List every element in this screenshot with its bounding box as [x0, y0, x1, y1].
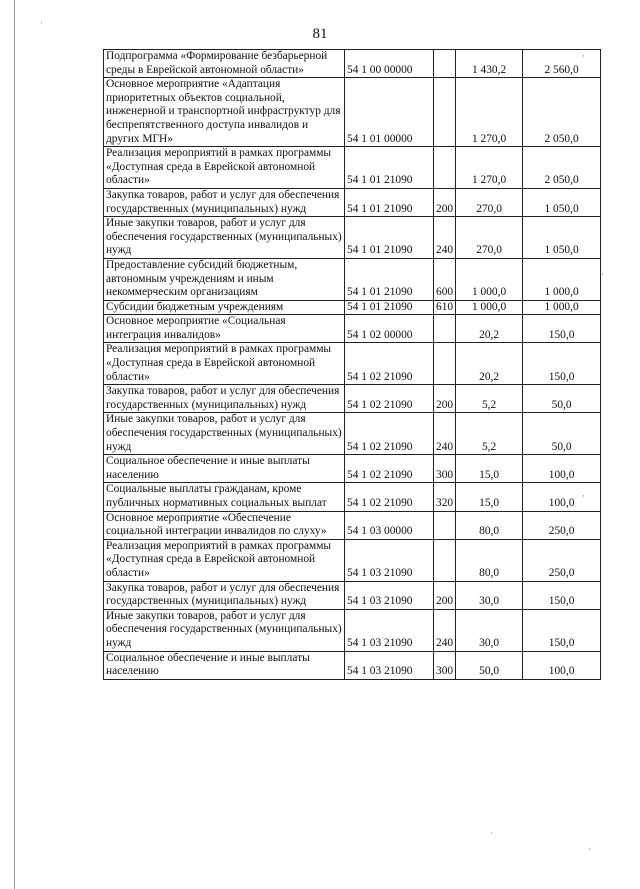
row-expense-type — [434, 539, 456, 581]
scan-speck: · — [582, 491, 585, 501]
row-target-code: 54 1 03 21090 — [345, 539, 434, 581]
table-row — [104, 343, 601, 385]
table-row — [104, 188, 601, 216]
row-amount-year-1: 50,0 — [456, 651, 523, 679]
row-amount-year-2: 150,0 — [523, 343, 601, 385]
row-amount-year-1: 1 000,0 — [456, 300, 523, 315]
row-amount-year-2: 50,0 — [523, 413, 601, 455]
table-row — [104, 78, 601, 147]
table-row — [104, 217, 601, 259]
table-row — [104, 483, 601, 511]
row-amount-year-1: 5,2 — [456, 413, 523, 455]
row-description: Закупка товаров, работ и услуг для обеспечения государственных (муниципальных) нужд — [104, 581, 345, 609]
row-amount-year-2: 250,0 — [523, 511, 601, 539]
row-target-code: 54 1 01 21090 — [345, 258, 434, 300]
row-amount-year-1: 1 270,0 — [456, 147, 523, 189]
row-amount-year-1: 1 270,0 — [456, 78, 523, 147]
table-row — [104, 258, 601, 300]
table-row — [104, 413, 601, 455]
row-target-code: 54 1 02 21090 — [345, 455, 434, 483]
table-row — [104, 300, 601, 315]
row-target-code: 54 1 01 21090 — [345, 217, 434, 259]
table-row — [104, 147, 601, 189]
row-expense-type: 240 — [434, 217, 456, 259]
row-amount-year-2: 50,0 — [523, 385, 601, 413]
scan-speck: · — [490, 828, 493, 838]
row-amount-year-2: 1 000,0 — [523, 300, 601, 315]
row-expense-type — [434, 147, 456, 189]
row-amount-year-1: 15,0 — [456, 455, 523, 483]
row-description: Социальное обеспечение и иные выплаты населению — [104, 651, 345, 679]
row-amount-year-1: 1 000,0 — [456, 258, 523, 300]
row-description: Субсидии бюджетным учреждениям — [104, 300, 345, 315]
row-expense-type: 600 — [434, 258, 456, 300]
row-amount-year-2: 2 560,0 — [523, 50, 601, 78]
row-description: Основное мероприятие «Обеспечение социальной интеграции инвалидов по слуху» — [104, 511, 345, 539]
row-target-code: 54 1 02 21090 — [345, 343, 434, 385]
row-description: Реализация мероприятий в рамках программы «Доступная среда в Еврейской автономной области» — [104, 539, 345, 581]
row-amount-year-2: 1 050,0 — [523, 217, 601, 259]
row-amount-year-1: 1 430,2 — [456, 50, 523, 78]
row-target-code: 54 1 03 21090 — [345, 609, 434, 651]
row-target-code: 54 1 00 00000 — [345, 50, 434, 78]
row-target-code: 54 1 01 21090 — [345, 188, 434, 216]
table-row — [104, 581, 601, 609]
scan-speck: · — [40, 18, 43, 28]
row-amount-year-1: 80,0 — [456, 539, 523, 581]
row-description: Иные закупки товаров, работ и услуг для обеспечения государственных (муниципальных) нужд — [104, 217, 345, 259]
scan-margin-line — [14, 0, 15, 889]
row-expense-type — [434, 343, 456, 385]
row-expense-type — [434, 50, 456, 78]
row-expense-type: 200 — [434, 581, 456, 609]
budget-table — [103, 49, 601, 680]
row-amount-year-2: 100,0 — [523, 455, 601, 483]
row-amount-year-1: 30,0 — [456, 609, 523, 651]
table-row — [104, 455, 601, 483]
row-target-code: 54 1 03 21090 — [345, 581, 434, 609]
row-amount-year-2: 100,0 — [523, 651, 601, 679]
row-target-code: 54 1 02 00000 — [345, 315, 434, 343]
row-expense-type: 300 — [434, 651, 456, 679]
row-target-code: 54 1 01 21090 — [345, 300, 434, 315]
row-expense-type — [434, 315, 456, 343]
table-row — [104, 511, 601, 539]
table-row — [104, 50, 601, 78]
row-target-code: 54 1 02 21090 — [345, 413, 434, 455]
row-amount-year-2: 100,0 — [523, 483, 601, 511]
row-amount-year-1: 80,0 — [456, 511, 523, 539]
row-expense-type: 240 — [434, 413, 456, 455]
row-amount-year-1: 5,2 — [456, 385, 523, 413]
row-expense-type: 200 — [434, 188, 456, 216]
row-amount-year-2: 250,0 — [523, 539, 601, 581]
row-amount-year-1: 15,0 — [456, 483, 523, 511]
row-description: Реализация мероприятий в рамках программы «Доступная среда в Еврейской автономной области» — [104, 343, 345, 385]
row-target-code: 54 1 02 21090 — [345, 483, 434, 511]
row-description: Закупка товаров, работ и услуг для обеспечения государственных (муниципальных) нужд — [104, 385, 345, 413]
page-number: 81 — [312, 26, 328, 42]
scan-speck: · — [601, 269, 604, 279]
row-description: Подпрограмма «Формирование безбарьерной среды в Еврейской автономной области» — [104, 50, 345, 78]
row-description: Предоставление субсидий бюджетным, автономным учреждениям и иным некоммерческим организациям — [104, 258, 345, 300]
row-description: Иные закупки товаров, работ и услуг для обеспечения государственных (муниципальных) нужд — [104, 609, 345, 651]
row-expense-type: 240 — [434, 609, 456, 651]
row-amount-year-1: 30,0 — [456, 581, 523, 609]
row-target-code: 54 1 02 21090 — [345, 385, 434, 413]
row-description: Иные закупки товаров, работ и услуг для обеспечения государственных (муниципальных) нужд — [104, 413, 345, 455]
row-amount-year-2: 150,0 — [523, 581, 601, 609]
row-expense-type — [434, 78, 456, 147]
row-amount-year-2: 2 050,0 — [523, 147, 601, 189]
row-amount-year-1: 20,2 — [456, 343, 523, 385]
row-description: Основное мероприятие «Социальная интеграция инвалидов» — [104, 315, 345, 343]
row-target-code: 54 1 03 21090 — [345, 651, 434, 679]
row-amount-year-2: 2 050,0 — [523, 78, 601, 147]
row-amount-year-2: 150,0 — [523, 609, 601, 651]
row-target-code: 54 1 03 00000 — [345, 511, 434, 539]
row-description: Основное мероприятие «Адаптация приоритетных объектов социальной, инженерной и транспортной инфраструктур для беспрепятственного доступа инвалидов и других МГН» — [104, 78, 345, 147]
row-amount-year-1: 270,0 — [456, 188, 523, 216]
row-expense-type: 300 — [434, 455, 456, 483]
row-expense-type: 610 — [434, 300, 456, 315]
row-amount-year-1: 270,0 — [456, 217, 523, 259]
table-row — [104, 539, 601, 581]
row-expense-type: 200 — [434, 385, 456, 413]
table-row — [104, 651, 601, 679]
budget-table-body — [104, 50, 601, 680]
row-target-code: 54 1 01 21090 — [345, 147, 434, 189]
row-description: Социальное обеспечение и иные выплаты населению — [104, 455, 345, 483]
row-amount-year-2: 150,0 — [523, 315, 601, 343]
row-description: Закупка товаров, работ и услуг для обеспечения государственных (муниципальных) нужд — [104, 188, 345, 216]
row-amount-year-2: 1 050,0 — [523, 188, 601, 216]
scan-speck: · — [588, 844, 591, 854]
row-description: Социальные выплаты гражданам, кроме публичных нормативных социальных выплат — [104, 483, 345, 511]
row-amount-year-2: 1 000,0 — [523, 258, 601, 300]
table-row — [104, 315, 601, 343]
row-target-code: 54 1 01 00000 — [345, 78, 434, 147]
table-row — [104, 609, 601, 651]
table-row — [104, 385, 601, 413]
row-description: Реализация мероприятий в рамках программы «Доступная среда в Еврейской автономной области» — [104, 147, 345, 189]
row-amount-year-1: 20,2 — [456, 315, 523, 343]
row-expense-type — [434, 511, 456, 539]
row-expense-type: 320 — [434, 483, 456, 511]
scan-speck: · — [582, 51, 585, 61]
